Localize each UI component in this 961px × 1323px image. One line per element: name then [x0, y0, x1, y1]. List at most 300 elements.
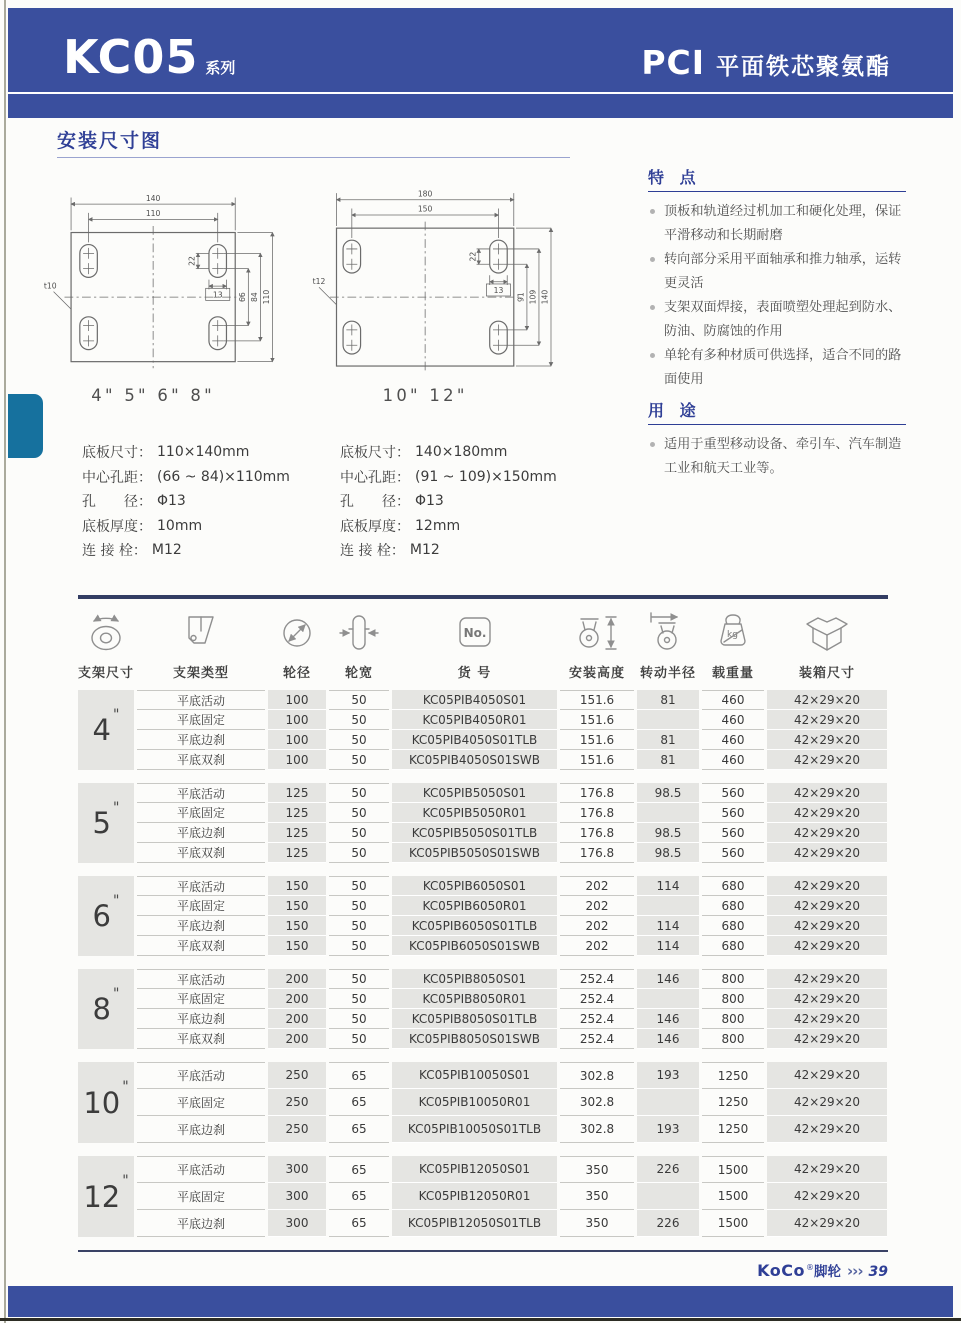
section-underline [57, 157, 570, 158]
cell-wheel-width: 50 [329, 730, 389, 750]
table-header [78, 603, 888, 681]
turning-radius-icon [644, 609, 692, 657]
cell-mounting-height: 350 [560, 1210, 634, 1237]
cell-wheel-width: 50 [329, 783, 389, 803]
brand-logo: KoCo [757, 1261, 805, 1280]
cell-load-capacity: 680 [702, 896, 764, 916]
cell-bracket-type: 平底活动 [137, 690, 265, 710]
cell-load-capacity: 800 [702, 1029, 764, 1049]
spec-label: 中心孔距： [340, 469, 410, 486]
cell-packing-size: 42×29×20 [767, 1029, 887, 1049]
dim-label: 110 [145, 209, 161, 219]
footer-brand [757, 1260, 888, 1280]
inch-mark: " [122, 1079, 129, 1095]
cell-load-capacity: 560 [702, 843, 764, 863]
cell-packing-size: 42×29×20 [767, 1210, 887, 1237]
size-group-8in [78, 969, 888, 1049]
list-item: 顶板和轨道经过机加工和硬化处理，保证平滑移动和长期耐磨 [648, 200, 911, 248]
cell-mounting-height: 302.8 [560, 1116, 634, 1143]
cell-turning-radius: 81 [637, 750, 699, 770]
col-header-load-capacity: kg 载重量 [702, 603, 764, 681]
cell-part-no: KC05PIB5050R01 [392, 803, 557, 823]
spec-label: 孔 径： [340, 494, 410, 511]
dim-label: 22 [187, 256, 197, 266]
packing-size-icon [803, 609, 851, 657]
cell-bracket-type: 平底边刹 [137, 1009, 265, 1029]
cell-wheel-width: 50 [329, 823, 389, 843]
cell-wheel-diameter: 100 [268, 690, 326, 710]
cell-mounting-height: 176.8 [560, 803, 634, 823]
cell-load-capacity: 680 [702, 936, 764, 956]
cell-turning-radius: 193 [637, 1062, 699, 1089]
cell-bracket-type: 平底固定 [137, 1089, 265, 1116]
bracket-size-cell [78, 1062, 134, 1143]
mounting-height-icon [573, 609, 621, 657]
cell-bracket-type: 平底边刹 [137, 730, 265, 750]
cell-wheel-width: 50 [329, 969, 389, 989]
cell-mounting-height: 151.6 [560, 750, 634, 770]
spec-value: M12 [409, 542, 440, 559]
diagram-caption: 10" 12" [382, 386, 468, 406]
cell-part-no: KC05PIB4050S01SWB [392, 750, 557, 770]
cell-wheel-diameter: 125 [268, 823, 326, 843]
cell-part-no: KC05PIB4050R01 [392, 710, 557, 730]
cell-turning-radius: 98.5 [637, 823, 699, 843]
col-header-bracket-type: 支架类型 [137, 603, 265, 681]
cell-load-capacity: 1250 [702, 1089, 764, 1116]
cell-turning-radius: 114 [637, 936, 699, 956]
cell-load-capacity: 800 [702, 969, 764, 989]
cell-packing-size: 42×29×20 [767, 896, 887, 916]
part-no-icon [451, 609, 499, 657]
cell-turning-radius: 146 [637, 969, 699, 989]
product-code: PCI [641, 43, 705, 82]
cell-load-capacity: 460 [702, 730, 764, 750]
cell-load-capacity: 800 [702, 1009, 764, 1029]
cell-part-no: KC05PIB8050S01SWB [392, 1029, 557, 1049]
series-code: KC05 [63, 30, 199, 84]
cell-turning-radius [637, 989, 699, 1009]
cell-wheel-width: 50 [329, 936, 389, 956]
cell-wheel-diameter: 250 [268, 1062, 326, 1089]
cell-wheel-diameter: 150 [268, 916, 326, 936]
bracket-size-icon [82, 609, 130, 657]
features-rule [648, 191, 906, 192]
cell-turning-radius: 81 [637, 730, 699, 750]
cell-packing-size: 42×29×20 [767, 783, 887, 803]
cell-load-capacity: 1250 [702, 1116, 764, 1143]
cell-mounting-height: 252.4 [560, 989, 634, 1009]
cell-mounting-height: 202 [560, 876, 634, 896]
inch-mark: " [113, 893, 120, 909]
cell-wheel-width: 50 [329, 843, 389, 863]
cell-part-no: KC05PIB12050S01TLB [392, 1210, 557, 1237]
product-title [641, 43, 891, 82]
spec-list-large [340, 440, 557, 563]
cell-wheel-diameter: 250 [268, 1116, 326, 1143]
cell-part-no: KC05PIB10050S01 [392, 1062, 557, 1089]
cell-turning-radius [637, 896, 699, 916]
col-header-wheel-diameter: 轮径 [268, 603, 326, 681]
spec-row [340, 465, 557, 490]
cell-wheel-width: 50 [329, 1029, 389, 1049]
cell-wheel-diameter: 300 [268, 1210, 326, 1237]
cell-bracket-type: 平底固定 [137, 710, 265, 730]
cell-packing-size: 42×29×20 [767, 1089, 887, 1116]
cell-wheel-width: 50 [329, 989, 389, 1009]
bracket-size-cell [78, 1156, 134, 1237]
cell-wheel-width: 65 [329, 1210, 389, 1237]
page-number: 39 [868, 1264, 888, 1280]
cell-turning-radius: 193 [637, 1116, 699, 1143]
cell-load-capacity: 1250 [702, 1062, 764, 1089]
list-item: 支架双面焊接，表面喷塑处理起到防水、防油、防腐蚀的作用 [648, 296, 911, 344]
cell-load-capacity: 1500 [702, 1210, 764, 1237]
cell-wheel-diameter: 300 [268, 1183, 326, 1210]
spec-list-small [82, 440, 290, 563]
footer-bar [8, 1286, 953, 1317]
svg-text:kg: kg [727, 630, 738, 640]
cell-packing-size: 42×29×20 [767, 1009, 887, 1029]
header-banner [8, 8, 953, 118]
cell-packing-size: 42×29×20 [767, 876, 887, 896]
cell-mounting-height: 252.4 [560, 1029, 634, 1049]
spec-row [340, 440, 557, 465]
cell-wheel-diameter: 125 [268, 843, 326, 863]
cell-part-no: KC05PIB8050S01TLB [392, 1009, 557, 1029]
cell-wheel-diameter: 200 [268, 989, 326, 1009]
cell-bracket-type: 平底固定 [137, 989, 265, 1009]
mounting-diagram-large [310, 180, 595, 412]
spec-row [82, 538, 290, 563]
col-header-part-no: No. 货 号 [392, 603, 557, 681]
cell-packing-size: 42×29×20 [767, 1116, 887, 1143]
col-header-bracket-size: 支架尺寸 [78, 603, 134, 681]
cell-bracket-type: 平底双刹 [137, 1029, 265, 1049]
cell-turning-radius [637, 1089, 699, 1116]
spec-value: Φ13 [157, 493, 186, 510]
cell-part-no: KC05PIB5050S01SWB [392, 843, 557, 863]
cell-bracket-type: 平底活动 [137, 969, 265, 989]
cell-packing-size: 42×29×20 [767, 843, 887, 863]
cell-bracket-type: 平底双刹 [137, 843, 265, 863]
size-group-5in [78, 783, 888, 863]
cell-part-no: KC05PIB8050R01 [392, 989, 557, 1009]
cell-turning-radius: 98.5 [637, 843, 699, 863]
spec-value: 140×180mm [415, 444, 508, 461]
size-number: 5 [92, 806, 111, 840]
svg-text:No.: No. [463, 626, 486, 640]
cell-wheel-width: 65 [329, 1183, 389, 1210]
cell-part-no: KC05PIB8050S01 [392, 969, 557, 989]
cell-wheel-diameter: 100 [268, 750, 326, 770]
col-header-mounting-height: 安装高度 [560, 603, 634, 681]
cell-bracket-type: 平底边刹 [137, 916, 265, 936]
cell-wheel-diameter: 125 [268, 803, 326, 823]
inch-mark: " [113, 986, 120, 1002]
wheel-width-icon [335, 609, 383, 657]
col-header-packing-size: 装箱尺寸 [767, 603, 887, 681]
cell-part-no: KC05PIB5050S01 [392, 783, 557, 803]
dim-label: 140 [145, 193, 161, 203]
cell-part-no: KC05PIB6050S01 [392, 876, 557, 896]
cell-wheel-diameter: 200 [268, 1029, 326, 1049]
cell-wheel-diameter: 250 [268, 1089, 326, 1116]
product-name: 平面铁芯聚氨酯 [716, 54, 891, 80]
features-list [648, 200, 911, 392]
bracket-size-cell [78, 690, 134, 770]
cell-part-no: KC05PIB5050S01TLB [392, 823, 557, 843]
cell-packing-size: 42×29×20 [767, 823, 887, 843]
usage-list [648, 433, 911, 481]
cell-load-capacity: 460 [702, 690, 764, 710]
table-bottom-line [78, 1250, 888, 1252]
spec-value: 12mm [415, 517, 461, 534]
list-item: 转向部分采用平面轴承和推力轴承，运转更灵活 [648, 248, 911, 296]
dim-label: 66 [238, 292, 248, 302]
registered-mark: ® [805, 1262, 814, 1272]
cell-load-capacity: 460 [702, 710, 764, 730]
cell-part-no: KC05PIB6050R01 [392, 896, 557, 916]
bracket-size-cell [78, 876, 134, 956]
cell-part-no: KC05PIB6050S01SWB [392, 936, 557, 956]
spec-row [82, 465, 290, 490]
table-top-bar [78, 595, 888, 599]
cell-mounting-height: 252.4 [560, 969, 634, 989]
spec-label: 底板厚度： [82, 518, 152, 535]
series-title [63, 30, 236, 84]
list-item: 单轮有多种材质可供选择，适合不同的路面使用 [648, 344, 911, 392]
inch-mark: " [113, 800, 120, 816]
cell-packing-size: 42×29×20 [767, 690, 887, 710]
section-title: 安装尺寸图 [57, 130, 163, 152]
cell-wheel-width: 50 [329, 1009, 389, 1029]
dim-label: 22 [468, 251, 478, 262]
cell-bracket-type: 平底固定 [137, 1183, 265, 1210]
spec-label: 底板尺寸： [340, 445, 410, 462]
cell-load-capacity: 560 [702, 823, 764, 843]
cell-mounting-height: 302.8 [560, 1089, 634, 1116]
size-group-4in [78, 690, 888, 770]
usage-title: 用 途 [648, 401, 701, 420]
cell-mounting-height: 350 [560, 1183, 634, 1210]
cell-packing-size: 42×29×20 [767, 750, 887, 770]
cell-mounting-height: 151.6 [560, 730, 634, 750]
spec-label: 连 接 栓： [340, 543, 405, 560]
cell-bracket-type: 平底固定 [137, 803, 265, 823]
spec-label: 中心孔距： [82, 469, 152, 486]
cell-mounting-height: 252.4 [560, 1009, 634, 1029]
cell-turning-radius: 146 [637, 1009, 699, 1029]
cell-wheel-width: 50 [329, 876, 389, 896]
cell-part-no: KC05PIB4050S01TLB [392, 730, 557, 750]
cell-bracket-type: 平底边刹 [137, 1116, 265, 1143]
cell-load-capacity: 560 [702, 783, 764, 803]
cell-mounting-height: 151.6 [560, 710, 634, 730]
cell-part-no: KC05PIB12050R01 [392, 1183, 557, 1210]
thickness-label: t10 [43, 281, 57, 291]
cell-turning-radius: 114 [637, 916, 699, 936]
cell-load-capacity: 680 [702, 916, 764, 936]
cell-wheel-width: 50 [329, 750, 389, 770]
cell-mounting-height: 151.6 [560, 690, 634, 710]
size-group-6in [78, 876, 888, 956]
brand-suffix: 脚轮 [813, 1264, 841, 1280]
cell-load-capacity: 460 [702, 750, 764, 770]
wheel-diameter-icon [273, 609, 321, 657]
cell-turning-radius: 98.5 [637, 783, 699, 803]
dim-label: 110 [262, 289, 272, 305]
cell-wheel-width: 65 [329, 1116, 389, 1143]
usage-rule [648, 424, 906, 425]
size-number: 12 [83, 1179, 121, 1214]
diagram-caption: 4" 5" 6" 8" [91, 386, 215, 406]
dim-label: 13 [493, 286, 504, 296]
cell-wheel-width: 50 [329, 916, 389, 936]
cell-part-no: KC05PIB10050S01TLB [392, 1116, 557, 1143]
spec-value: Φ13 [415, 493, 444, 510]
size-group-10in [78, 1062, 888, 1143]
cell-bracket-type: 平底固定 [137, 896, 265, 916]
cell-packing-size: 42×29×20 [767, 803, 887, 823]
cell-mounting-height: 202 [560, 896, 634, 916]
col-header-wheel-width: 轮宽 [329, 603, 389, 681]
cell-packing-size: 42×29×20 [767, 730, 887, 750]
spec-row [82, 489, 290, 514]
bracket-size-cell [78, 783, 134, 863]
cell-load-capacity: 1500 [702, 1156, 764, 1183]
cell-bracket-type: 平底双刹 [137, 750, 265, 770]
cell-wheel-width: 50 [329, 710, 389, 730]
spec-value: (91 ~ 109)×150mm [415, 468, 557, 485]
cell-mounting-height: 176.8 [560, 783, 634, 803]
cell-part-no: KC05PIB6050S01TLB [392, 916, 557, 936]
cell-load-capacity: 800 [702, 989, 764, 1009]
cell-mounting-height: 176.8 [560, 823, 634, 843]
size-group-12in [78, 1156, 888, 1237]
cell-wheel-diameter: 200 [268, 969, 326, 989]
col-header-turning-radius: 转动半径 [637, 603, 699, 681]
features-title: 特 点 [648, 168, 701, 187]
dim-label: 13 [212, 290, 223, 300]
cell-wheel-width: 50 [329, 803, 389, 823]
size-number: 10 [83, 1085, 121, 1120]
cell-turning-radius: 81 [637, 690, 699, 710]
cell-wheel-diameter: 150 [268, 896, 326, 916]
page-left-edge [4, 0, 6, 1323]
cell-packing-size: 42×29×20 [767, 1156, 887, 1183]
cell-packing-size: 42×29×20 [767, 936, 887, 956]
cell-wheel-diameter: 200 [268, 1009, 326, 1029]
dim-label: 180 [417, 189, 433, 199]
cell-wheel-width: 50 [329, 896, 389, 916]
cell-bracket-type: 平底活动 [137, 783, 265, 803]
cell-wheel-diameter: 100 [268, 730, 326, 750]
cell-bracket-type: 平底边刹 [137, 1210, 265, 1237]
dim-label: 150 [417, 204, 433, 214]
series-suffix: 系列 [205, 59, 236, 77]
cell-wheel-width: 65 [329, 1156, 389, 1183]
mounting-diagram-small [38, 180, 323, 412]
cell-turning-radius [637, 803, 699, 823]
dim-label: 109 [528, 289, 538, 305]
spec-value: (66 ~ 84)×110mm [157, 468, 290, 485]
bracket-type-icon [177, 609, 225, 657]
cell-wheel-diameter: 150 [268, 936, 326, 956]
table-body [78, 690, 888, 1237]
cell-turning-radius: 226 [637, 1210, 699, 1237]
cell-wheel-width: 65 [329, 1089, 389, 1116]
size-number: 8 [92, 992, 111, 1026]
cell-turning-radius: 146 [637, 1029, 699, 1049]
cell-packing-size: 42×29×20 [767, 1062, 887, 1089]
cell-wheel-width: 65 [329, 1062, 389, 1089]
cell-mounting-height: 350 [560, 1156, 634, 1183]
cell-turning-radius [637, 710, 699, 730]
cell-mounting-height: 202 [560, 916, 634, 936]
cell-mounting-height: 202 [560, 936, 634, 956]
cell-mounting-height: 302.8 [560, 1062, 634, 1089]
spec-value: 10mm [157, 517, 203, 534]
inch-mark: " [113, 707, 120, 723]
load-capacity-icon [709, 609, 757, 657]
spec-label: 底板厚度： [340, 518, 410, 535]
size-number: 6 [92, 899, 111, 933]
spec-row [340, 538, 557, 563]
cell-bracket-type: 平底边刹 [137, 823, 265, 843]
cell-wheel-diameter: 125 [268, 783, 326, 803]
spec-label: 底板尺寸： [82, 445, 152, 462]
cell-bracket-type: 平底活动 [137, 1062, 265, 1089]
spec-value: 110×140mm [157, 444, 250, 461]
cell-bracket-type: 平底双刹 [137, 936, 265, 956]
cell-load-capacity: 1500 [702, 1183, 764, 1210]
dim-label: 91 [516, 292, 526, 302]
dim-label: 84 [250, 292, 260, 302]
size-number: 4 [92, 713, 111, 747]
list-item: 适用于重型移动设备、牵引车、汽车制造工业和航天工业等。 [648, 433, 911, 481]
product-table [78, 595, 888, 1252]
thickness-label: t12 [312, 276, 326, 286]
cell-packing-size: 42×29×20 [767, 989, 887, 1009]
spec-row [82, 440, 290, 465]
cell-turning-radius: 226 [637, 1156, 699, 1183]
spec-row [340, 514, 557, 539]
dim-label: 140 [540, 289, 550, 305]
cell-turning-radius: 114 [637, 876, 699, 896]
bracket-size-cell [78, 969, 134, 1049]
cell-load-capacity: 560 [702, 803, 764, 823]
page-bottom-edge [0, 1318, 961, 1321]
spec-row [340, 489, 557, 514]
cell-packing-size: 42×29×20 [767, 916, 887, 936]
cell-packing-size: 42×29×20 [767, 969, 887, 989]
cell-mounting-height: 176.8 [560, 843, 634, 863]
cell-part-no: KC05PIB12050S01 [392, 1156, 557, 1183]
cell-packing-size: 42×29×20 [767, 1183, 887, 1210]
cell-wheel-width: 50 [329, 690, 389, 710]
cell-load-capacity: 680 [702, 876, 764, 896]
cell-wheel-diameter: 150 [268, 876, 326, 896]
footer-arrows-icon: ››› [846, 1262, 863, 1280]
cell-bracket-type: 平底活动 [137, 876, 265, 896]
spec-row [82, 514, 290, 539]
cell-turning-radius [637, 1183, 699, 1210]
banner-divider [8, 92, 953, 94]
cell-part-no: KC05PIB10050R01 [392, 1089, 557, 1116]
cell-bracket-type: 平底活动 [137, 1156, 265, 1183]
cell-wheel-diameter: 300 [268, 1156, 326, 1183]
